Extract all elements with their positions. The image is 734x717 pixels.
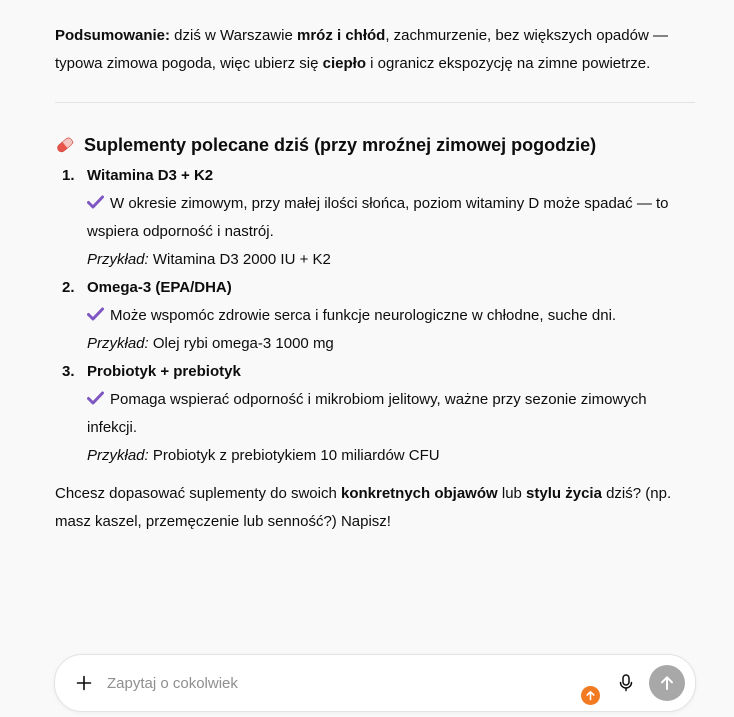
outro-text-2: lub xyxy=(497,485,527,502)
example-text: Witamina D3 2000 IU + K2 xyxy=(148,251,331,268)
list-item-title: Omega-3 (EPA/DHA) xyxy=(87,279,232,296)
list-item-description xyxy=(87,190,695,246)
list-item xyxy=(55,162,695,274)
heavy-check-mark-icon xyxy=(87,307,104,321)
summary-text-3: i ogranicz ekspozycję na zimne powietrze. xyxy=(366,55,651,72)
outro-bold-1: konkretnych objawów xyxy=(340,485,498,502)
assistant-message xyxy=(55,22,695,536)
heavy-check-mark-icon xyxy=(87,195,104,209)
supplements-heading-text: Suplementy polecane dziś (przy mroźnej zimowej pogodzie) xyxy=(84,135,597,155)
summary-bold-2: ciepło xyxy=(322,55,366,72)
list-item xyxy=(55,274,695,358)
pill-icon xyxy=(55,135,75,155)
list-item-title: Witamina D3 + K2 xyxy=(87,167,214,184)
example-text: Olej rybi omega-3 1000 mg xyxy=(148,335,334,352)
voice-input-button[interactable] xyxy=(613,670,639,696)
follow-up-paragraph xyxy=(55,480,695,536)
list-item-description-text: Pomaga wspierać odporność i mikrobiom jelitowy, ważne przy sezonie zimowych infekcji. xyxy=(87,391,647,436)
list-item-description xyxy=(87,386,695,442)
list-item-title: Probiotyk + prebiotyk xyxy=(87,363,241,380)
summary-paragraph xyxy=(55,22,695,78)
heavy-check-mark-icon xyxy=(87,391,104,405)
example-label: Przykład: xyxy=(87,335,149,352)
supplements-list xyxy=(55,162,695,470)
list-item-description-text: W okresie zimowym, przy małej ilości słońca, poziom witaminy D może spadać — to wspiera odporność i nastrój. xyxy=(87,195,669,240)
section-divider xyxy=(55,102,695,103)
prompt-input[interactable] xyxy=(107,670,577,696)
add-attachment-button[interactable] xyxy=(70,669,98,697)
example-label: Przykład: xyxy=(87,251,149,268)
microphone-icon xyxy=(618,674,634,692)
outro-text-1: Chcesz dopasować suplementy do swoich xyxy=(55,485,341,502)
list-item-description-text: Może wspomóc zdrowie serca i funkcje neurologiczne w chłodne, suche dni. xyxy=(110,307,617,324)
arrow-up-icon xyxy=(659,675,675,691)
summary-label: Podsumowanie: xyxy=(55,27,171,44)
supplements-heading xyxy=(55,132,695,158)
prompt-composer xyxy=(54,654,696,712)
example-text: Probiotyk z prebiotykiem 10 miliardów CFU xyxy=(148,447,440,464)
list-item xyxy=(55,358,695,470)
example-label: Przykład: xyxy=(87,447,149,464)
list-item-example xyxy=(87,246,695,274)
list-item-number: 3. xyxy=(62,363,75,380)
summary-bold-1: mróz i chłód xyxy=(296,27,386,44)
list-item-example xyxy=(87,330,695,358)
send-button[interactable] xyxy=(649,665,685,701)
outro-text-3: dziś? (np. masz kaszel, przemęczenie lub senność?) Napisz! xyxy=(55,485,672,530)
outro-bold-2: stylu życia xyxy=(526,485,602,502)
orange-up-arrow-badge-icon[interactable] xyxy=(581,686,600,705)
plus-icon xyxy=(76,675,92,691)
list-item-description xyxy=(87,302,695,330)
list-item-number: 2. xyxy=(62,279,75,296)
summary-text-2: , zachmurzenie, bez większych opadów — typowa zimowa pogoda, więc ubierz się xyxy=(55,27,668,72)
list-item-example xyxy=(87,442,695,470)
list-item-number: 1. xyxy=(62,167,75,184)
summary-text-1: dziś w Warszawie xyxy=(170,27,297,44)
